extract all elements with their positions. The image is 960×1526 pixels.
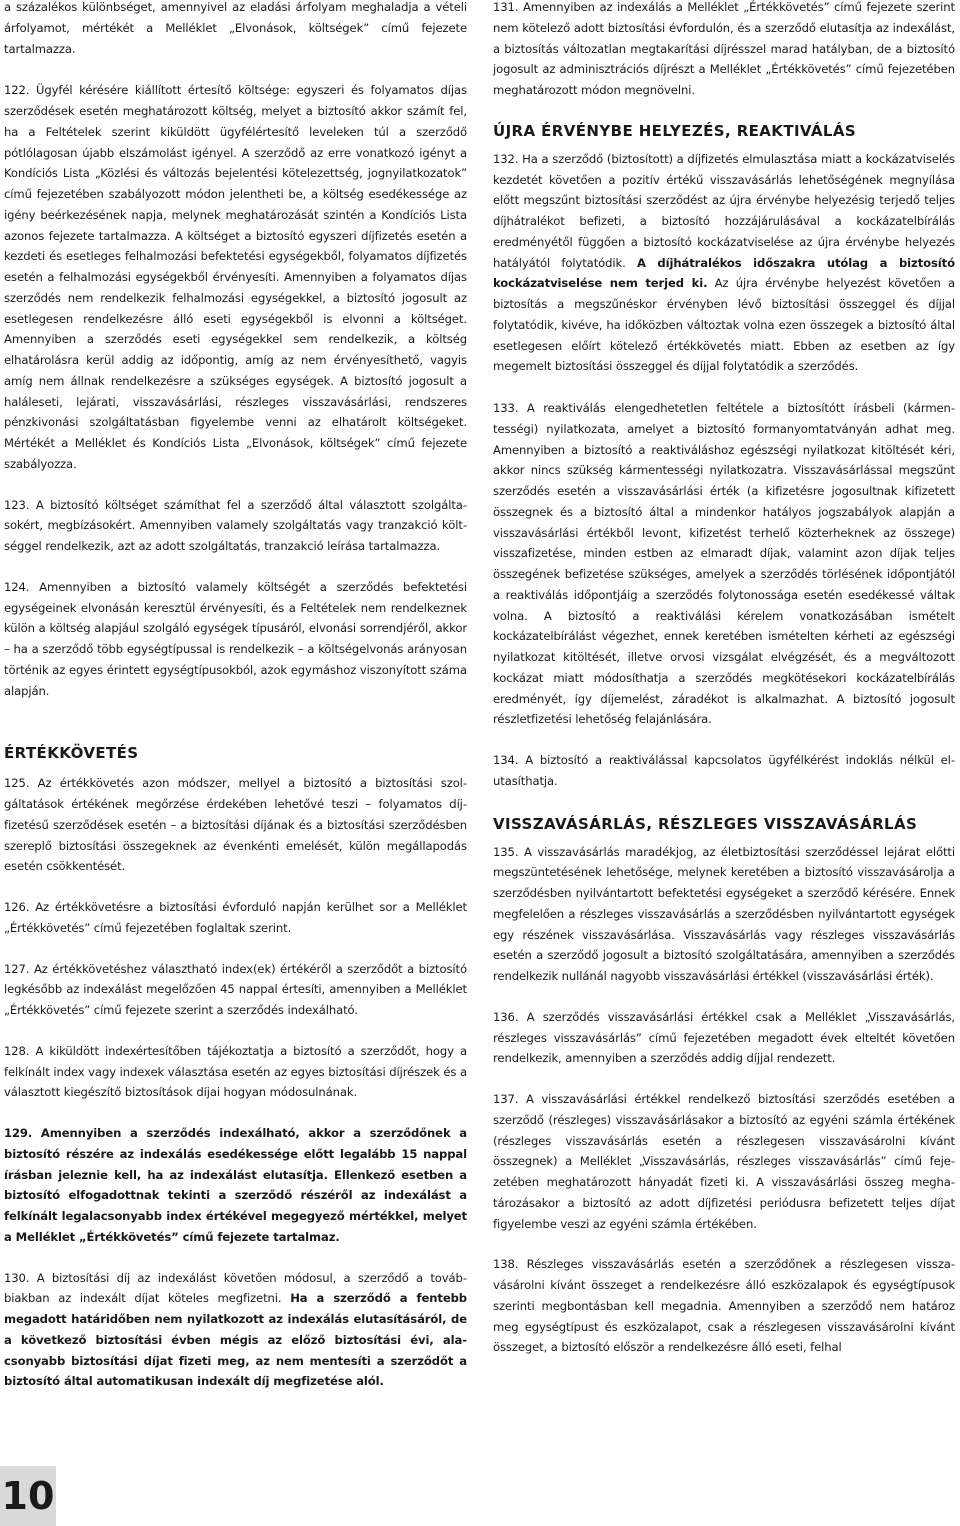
paragraph-128: 128. A kiküldött indexértesítőben tájékoztatja a biztosító a szerződőt, hogy a felkínált index vagy indexek választása esetén az egyes biztosítási díjrészek és a választott kiegészítő biztosítások díjai hogyan módosulnának. <box>4 1043 467 1100</box>
paragraph-136: 136. A szerződés visszavásárlási értékkel csak a Melléklet „Visszavásárlás, részleges visszavásárlás” című fejezetében megadott évek elteltét követően rendelkezik, amennyiben a szerződés addig díjjal rendezett. <box>493 1009 955 1066</box>
heading-visszavasarlas: VISSZAVÁSÁRLÁS, RÉSZLEGES VISSZAVÁSÁRLÁS <box>493 814 918 833</box>
paragraph-138: 138. Részleges visszavásárlás esetén a szerződőnek a részlegesen visszavásárolni kívánt összeget a rendelkezésre álló eszközalapok és egységtípusok szerinti megbontásban kell megadnia. Amennyiben a szerződő nem határoz meg egységtípust és eszközalapot, csak a részlegesen visszavásárolni kívánt összeget, a biztosító először a rendelkezésre álló eseti, felhal <box>493 1257 955 1355</box>
paragraph-126: 126. Az értékkövetésre a biztosítási évforduló napján kerülhet sor a Melléklet „Értékkövetés” című fejezetében foglaltak szerint. <box>4 900 467 935</box>
paragraph-124: 124. Amennyiben a biztosító valamely költségét a szerződés befektetési egységeinek elvonásán keresztül érvényesíti, és a Feltételek nem rendelkeznek külön a költség alapjául szolgáló egységek típusáról, elvonási sorrendjéről, akkor – ha a szerződő több egységtípussal is rendelkezik – a költségelvonás arányosan történik az egyes érintett egységtípusokból, azok egymáshoz viszonyított száma alapján. <box>4 579 467 698</box>
heading-ujra-ervenybe: ÚJRA ÉRVÉNYBE HELYEZÉS, REAKTIVÁLÁS <box>493 121 857 140</box>
left-column <box>4 0 467 1392</box>
paragraph-intro: a százalékos különbséget, amennyivel az eladási árfolyam meghaladja a vételi árfolyamot, mértékét a Melléklet „Elvonások, költségek” című fejezete tartalmazza. <box>4 0 467 56</box>
paragraph-130-normal: 130. A biztosítási díj az indexálást követően módosul, a szerződő a továbbiakban az indexált díjat köteles megfizetni. <box>4 1270 467 1306</box>
paragraph-123: 123. A biztosító költséget számíthat fel a szerződő által választott szolgáltasokért, megbízásokért. Amennyiben valamely szolgáltatás vagy tranzakció költséggel rendelkezik, azt az adott szolgáltatás, tranzakció leírása tartalmazza. <box>4 497 467 553</box>
heading-ertekkovetes: ÉRTÉKKÖVETÉS <box>4 744 139 763</box>
paragraph-131: 131. Amennyiben az indexálás a Melléklet „Értékkövetés” című fejezete szerint nem kötelező adott biztosítási évfordulón, és a szerződő elutasítja az indexálást, a biztosítás változatlan megtakarítási díjrésszel marad hatályban, de a biztosító jogosult az adminisztrációs díjrészt a Melléklet „Értékkövetés” című fejezetében meghatározott módon megnövelni. <box>493 0 955 97</box>
paragraph-130-bold: Ha a szerződő a fentebb megadott határidőben nem nyilatkozott az indexálás elutasításáról, de a következő biztosítási évben mégis az előző biztosítási évi, alacsonyabb biztosítási díjat fizeti meg, az nem mentesíti a szerződőt a biztosító által automatikusan indexált díj megfizetése alól. <box>4 1291 468 1389</box>
paragraph-132-part-c: Az újra érvénybe helyezést követően a biztosítás a megszűnéskor érvényben lévő biztosítási összeggel és díjjal folytatódik, kivéve, ha időközben változtak volna ezen összegek a biztosító által esetlegesen előírt kötelező értékkövetés miatt. Ebben az esetben az így megemelt biztosítási összeggel és díjjal folytatódik a szerződés. <box>493 276 955 374</box>
paragraph-135: 135. A visszavásárlás maradékjog, az életbiztosítási szerződéssel lejárat előtti megszüntetésének lehetősége, melynek keretében a biztosító visszavásárolja a szerződésben nyilvántartott befektetési egységeket a szerződő kérésére. Ennek megfelelően a részleges visszavásárlás a szerződésben nyilvántartott egységek egy részének visszavásárlása. Visszavásárlás vagy részleges visszavásárlás esetén a szerződő jogosult a biztosító szolgáltatására, amennyiben a szerződés rendelkezik nullánál nagyobb visszavásárlási értékkel (visszavásárlási érték). <box>493 844 955 983</box>
paragraph-134: 134. A biztosító a reaktiválással kapcsolatos ügyfélkérést indoklás nélkül elutasíthatja. <box>493 753 955 788</box>
paragraph-137: 137. A visszavásárlási értékkel rendelkező biztosítási szerződés esetében a szerződő (részleges) visszavásárlásakor a biztosító az egyéni számla értékének (részleges visszavásárlás esetén a részlegesen visszavásárolni kívánt összegnek) a Melléklet „Visszavásárlás, részleges visszavásárlás” című fejezetében meghatározott hányadát fizeti ki. A visszavásárlási összeg meghatározásakor a biztosító az adott díjfizetési periódusra befizetett teljes díjat figyelembe veszi az egyéni számla értékében. <box>493 1092 955 1231</box>
paragraph-132 <box>493 149 955 377</box>
paragraph-132-part-a: 132. Ha a szerződő (biztosított) a díjfizetés elmulasztása miatt a kockázatviselés kezdetét követően a pozitív értékű visszavásárlás lehetőségének megnyílása előtt megszűnt biztosítási szerződést az újra érvénybe helyezésig terjedő teljes díjhátralékot befizeti, a biztosító hozzájárulásával a kockázatelbírálás eredményétől függően a biztosító kockázatviselése az újra érvénybe helyezés hatályától folytatódik. <box>493 151 955 270</box>
paragraph-129: 129. Amennyiben a szerződés indexálható, akkor a szerződőnek a biztosító részére az indexálás esedékessége előtt legalább 15 nappal írásban jeleznie kell, ha az indexálást elutasítja. Ellenkező esetben a biztosító elfogadottnak tekinti a szerződő részéről az indexálást a felkínált legalacsonyabb index értékével megegyező mértékkel, melyet a Melléklet „Értékkövetés” című fejezete tartalmaz. <box>4 1126 467 1244</box>
paragraph-133: 133. A reaktiválás elengedhetetlen feltétele a biztosítótt írásbeli (kármentességi) nyilatkozata, amelyet a biztosító formanyomtatványán adhat meg. Amennyiben a biztosító a reaktiváláshoz egészségi nyilatkozat kitöltését kéri, akkor nincs szükség kármentességi nyilatkozatra. Visszavásárlással megszűnt szerződés esetén a visszavásárlási érték (a kifizetésre jogosultnak kifizetett összegnek és a biztosító által a mindenkor hatályos jogszabályok alapján a visszavásárlási értékből levont, kifizetést terhelő közterheknek az összege) visszafizetése, minden estben az elmaradt díjak, valamint azon díjak teljes összegének befizetése szükséges, amelyek a szerződés törlésének időpontjától a reaktiválás időpontjáig a szerződés folytonossága esetén esedékessé váltak volna. A biztosító a reaktiválási kérelem vonatkozásában ismételt kockázatelbírálást végezhet, ennek keretében ismételten kérheti az egészségi nyilatkozat kitöltését, illetve orvosi vizsgálat elvégzését, és a megváltozott kockázat miatt módosíthatja a szerződés megkötésekori kockázatelbírálás eredményét, így díjemelést, záradékot is alkalmazhat. A biztosító jogosult részletfizetési lehetőség felajánlására. <box>493 401 955 727</box>
paragraph-122 <box>4 80 467 474</box>
paragraph-122-lead: 122. Ügyfél kérésére kiállított értesítő költsége: egyszeri és folyamatos díjas szerződések esetén <box>4 83 467 118</box>
paragraph-122-body: meghatározott költség, melyet a biztosító akkor számít fel, ha a Feltételek szerint kiküldött ügyfélértesítő leveleken túl a szerződő pótlólagosan újabb elszámolást igényel. A szerződő az erre vonatkozó igényt a Kondíciós Lista „Közlési és változás bejelentési kötelezettség, jognyilatkozatok” című fejezetében szabályozott módon jelentheti be, a költség esedékessége az igény beérkezésének napja, melynek meghatározását szintén a Kondíciós Lista azonos fejezete tartalmazza. A költséget a biztosító egyszeri díjfizetés esetén a kezdeti és esetleges felhalmozási befektetési egységekből, folyamatos díjfizetés esetén a felhalmozási egységekből érvényesíti. Amennyiben a folyamatos díjas szerződés nem rendelkezik felhalmozási egységekkel, a biztosító jogosult az esetlegesen rendelkezésre álló eseti egységekből is elvonni a költséget. Amennyiben a szerződés eseti egységekkel sem rendelkezik, a költség elhatárolásra kerül addig az időpontig, amíg az nem érvényesíthető, vagyis amíg nem állnak rendelkezésre a szükséges egységek. A biztosító jogosult a haláleseti, lejárati, visszavásárlási, részleges visszavásárlási, rendszeres pénzkivonási szolgáltatásban figyelembe venni az elhatárolt költségeket. Mértékét a Melléklet és Kondíciós Lista „Elvonások, költségek” című fejezete szabályozza. <box>4 104 468 471</box>
paragraph-130 <box>4 1268 467 1393</box>
right-column <box>493 0 955 1358</box>
page-number: 10 <box>0 1466 56 1526</box>
paragraph-127: 127. Az értékkövetéshez választható index(ek) értékéről a szerződőt a biztosító legkésőbb az indexálást megelőzően 45 nappal értesíti, amennyiben a Melléklet „Értékkövetés” című fejezete szerint a szerződés indexálható. <box>4 961 467 1017</box>
paragraph-132-bold: A díjhátralékos időszakra utólag a biztosító kockázatviselése nem terjed ki. <box>493 255 955 291</box>
paragraph-125: 125. Az értékkövetés azon módszer, mellyel a biztosító a biztosítási szolgáltatások értékének megőrzése érdekében lehetővé teszi – folyamatos díjfizetésű szerződések esetén – a biztosítási díjának és a biztosítási szerződésben szereplő biztosítási összegeknek az évenkénti emelését, külön megállapodás esetén csökkentését. <box>4 776 467 874</box>
